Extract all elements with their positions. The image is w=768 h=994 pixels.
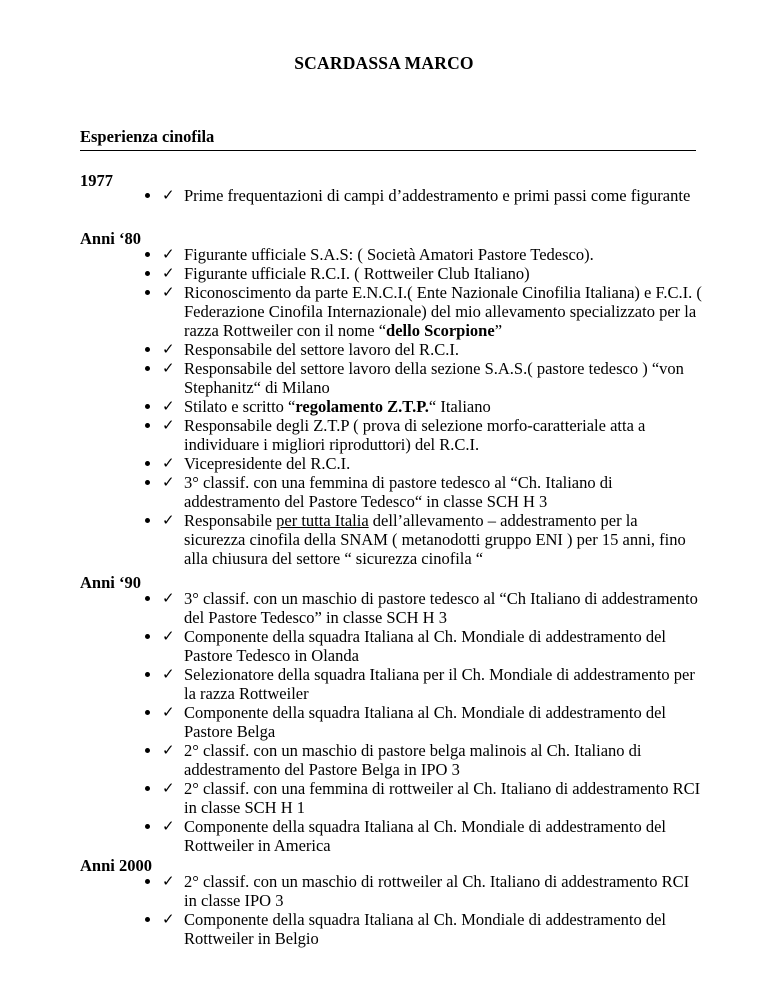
- list-item: • ✓ Selezionatore della squadra Italiana per il Ch. Mondiale di addestramento per la razza Rottweiler: [162, 665, 702, 703]
- list-item: • ✓ Componente della squadra Italiana al Ch. Mondiale di addestramento del Rottweiler in Belgio: [162, 910, 702, 948]
- list-item: • ✓ Responsabile del settore lavoro della sezione S.A.S.( pastore tedesco ) “von Stephanitz“ di Milano: [162, 359, 702, 397]
- list-item: • ✓ Figurante ufficiale S.A.S: ( Società Amatori Pastore Tedesco).: [162, 245, 702, 264]
- list-anni-80: [162, 245, 702, 568]
- checkmark-icon: • ✓: [162, 283, 175, 301]
- checkmark-icon: • ✓: [162, 397, 175, 415]
- checkmark-icon: • ✓: [162, 186, 175, 204]
- period-anni-90: Anni ‘90: [80, 573, 141, 592]
- list-item: • ✓ Componente della squadra Italiana al Ch. Mondiale di addestramento del Pastore Tedesco in Olanda: [162, 627, 702, 665]
- checkmark-icon: • ✓: [162, 910, 175, 928]
- checkmark-icon: • ✓: [162, 872, 175, 890]
- checkmark-icon: • ✓: [162, 589, 175, 607]
- list-anni-2000: [162, 872, 702, 948]
- checkmark-icon: • ✓: [162, 741, 175, 759]
- list-item: • ✓ Responsabile degli Z.T.P ( prova di selezione morfo-caratteriale atta a individuare i migliori riproduttori) del R.C.I.: [162, 416, 702, 454]
- list-item: • ✓ 2° classif. con una femmina di rottweiler al Ch. Italiano di addestramento RCI in classe SCH H 1: [162, 779, 702, 817]
- list-item: • ✓ Componente della squadra Italiana al Ch. Mondiale di addestramento del Rottweiler in America: [162, 817, 702, 855]
- list-item: • ✓ 3° classif. con una femmina di pastore tedesco al “Ch. Italiano di addestramento del Pastore Tedesco“ in classe SCH H 3: [162, 473, 702, 511]
- period-1977: 1977: [80, 171, 113, 190]
- list-anni-90: [162, 589, 702, 855]
- list-item: • ✓ 2° classif. con un maschio di rottweiler al Ch. Italiano di addestramento RCI in classe IPO 3: [162, 872, 702, 910]
- checkmark-icon: • ✓: [162, 416, 175, 434]
- period-anni-2000: Anni 2000: [80, 856, 152, 875]
- checkmark-icon: • ✓: [162, 245, 175, 263]
- list-item: • ✓ 2° classif. con un maschio di pastore belga malinois al Ch. Italiano di addestramento del Pastore Belga in IPO 3: [162, 741, 702, 779]
- checkmark-icon: • ✓: [162, 627, 175, 645]
- list-item: • ✓ Responsabile per tutta Italia dell’allevamento – addestramento per la sicurezza cinofila della SNAM ( metanodotti gruppo ENI ) per 15 anni, fino alla chiusura del settore “ sicurezza cinofila “: [162, 511, 702, 568]
- list-item: • ✓ 3° classif. con un maschio di pastore tedesco al “Ch Italiano di addestramento del Pastore Tedesco” in classe SCH H 3: [162, 589, 702, 627]
- list-item: • ✓ Figurante ufficiale R.C.I. ( Rottweiler Club Italiano): [162, 264, 702, 283]
- list-item: • ✓ Prime frequentazioni di campi d’addestramento e primi passi come figurante: [162, 186, 702, 205]
- checkmark-icon: • ✓: [162, 511, 175, 529]
- period-anni-80: Anni ‘80: [80, 229, 141, 248]
- list-item: • ✓ Componente della squadra Italiana al Ch. Mondiale di addestramento del Pastore Belga: [162, 703, 702, 741]
- document-title: SCARDASSA MARCO: [294, 53, 474, 73]
- list-item: • ✓ Stilato e scritto “regolamento Z.T.P.“ Italiano: [162, 397, 702, 416]
- checkmark-icon: • ✓: [162, 340, 175, 358]
- list-1977: [162, 186, 702, 205]
- section-heading: Esperienza cinofila: [80, 127, 696, 151]
- list-item: • ✓ Riconoscimento da parte E.N.C.I.( Ente Nazionale Cinofilia Italiana) e F.C.I. ( Federazione Cinofila Internazionale) del mio allevamento specializzato per la razza Rottweiler con il nome “dello Scorpione”: [162, 283, 702, 340]
- checkmark-icon: • ✓: [162, 703, 175, 721]
- checkmark-icon: • ✓: [162, 264, 175, 282]
- checkmark-icon: • ✓: [162, 665, 175, 683]
- list-item: • ✓ Vicepresidente del R.C.I.: [162, 454, 702, 473]
- list-item: • ✓ Responsabile del settore lavoro del R.C.I.: [162, 340, 702, 359]
- checkmark-icon: • ✓: [162, 779, 175, 797]
- checkmark-icon: • ✓: [162, 359, 175, 377]
- checkmark-icon: • ✓: [162, 454, 175, 472]
- checkmark-icon: • ✓: [162, 473, 175, 491]
- checkmark-icon: • ✓: [162, 817, 175, 835]
